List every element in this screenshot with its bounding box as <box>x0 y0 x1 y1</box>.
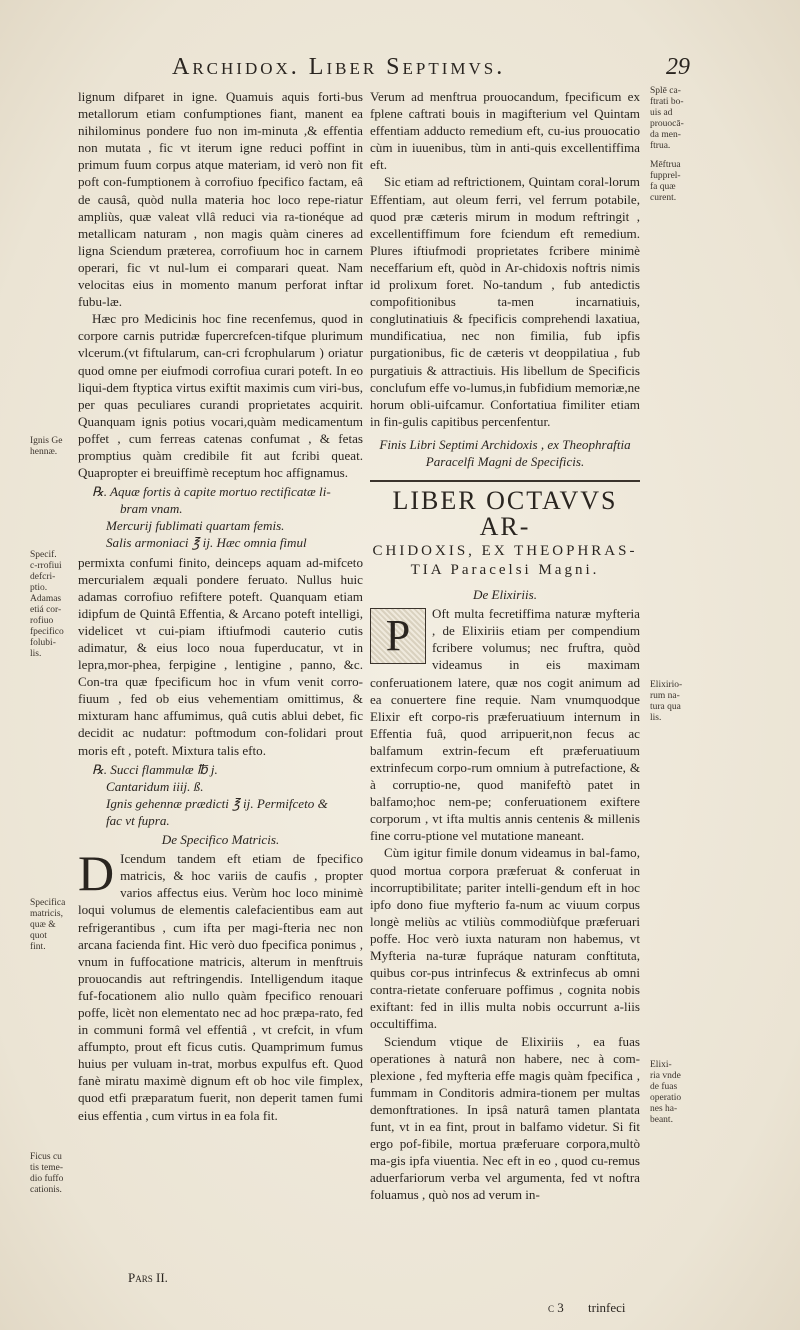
margin-note-elixir-origin <box>650 1060 710 1126</box>
note-line: fupprel- <box>650 171 681 181</box>
paragraph-text: Icendum tandem eft etiam de fpecifico matricis, & hoc variis de caufis , propter varios affectus eius. Verùm hoc loco minimè loqui volumus de elementis calefacientibus eam aut refrigerantibus , cum ifta per magi-fteria nec non arcana facienda fint. Hic verò duo fpecifica ponimus , vnum in fuffocatione matricis, alterum in menftruis prouocandis aut reftringendis. Intelligendum itaque fuf-focationem alio nullo quàm fpecifico renouari poffe, licèt non elementato nec ad hoc præpa-rato, fed in communi formâ vel effentiâ , vt crefcit, in vfum affumpto, prout eft ficus cutis. Quamprimum fumus huius per vuluam in-trat, morbus expulfus eft. Quod fanè miratu maximè dignum eft ob hoc vile fimplex, quod etfi præparatum fuerit, non deperit tamen fumi eius effentia , cum virtus in ea fola fit. <box>78 851 363 1123</box>
note-line: c-rrofiui <box>30 561 62 571</box>
paragraph: Hæc pro Medicinis hoc fine recenfemus, quod in corpore carnis putridæ fupercrefcen-tifque plurimum vlcerum.(vt fiftularum, can-cri fcrophularum ) oriatur quod omne per eiufmodi corrofiua curari poteft. In eo liqui-dem ftyptica virtus exiftit maximis cum viri-bus, per quas peculiares curandi proprietates acquirit. Quanquam ignis potius vocari,quàm medicamentum poffet , cum ferreas catenas confumat , & fetas promptius quàm credibile fit aut fcribi queat. Quapropter ei breuiffimè receptum hoc affignamus. <box>78 311 363 481</box>
recipe-line: Salis armoniaci ℥ ij. Hæc omnia fimul <box>106 535 307 551</box>
margin-note-specifica <box>30 898 72 953</box>
drop-cap: D <box>78 845 115 902</box>
section-title: De Specifico Matricis. <box>161 832 280 848</box>
signature-mark: c 3 <box>548 1300 564 1315</box>
note-line: lis. <box>650 713 662 723</box>
right-column <box>370 88 640 1203</box>
running-title: Archidox. Liber Septimvs. <box>172 54 506 80</box>
note-line: hennæ. <box>30 447 58 457</box>
note-line: ptio. <box>30 583 48 593</box>
note-line: rum na- <box>650 691 680 701</box>
signature-mark: Pars II. <box>128 1270 168 1285</box>
note-line: Elixirio- <box>650 680 683 690</box>
subtitle-line: TIA Paracelsi Magni. <box>410 562 600 579</box>
note-line: uis ad <box>650 108 673 118</box>
note-line: ria vnde <box>650 1071 681 1081</box>
note-line: matricis, <box>30 909 63 919</box>
margin-note-specific <box>30 550 72 660</box>
note-line: Specifica <box>30 898 66 908</box>
recipe-line: fac vt fupra. <box>106 812 170 828</box>
explicit <box>370 436 640 470</box>
recipe-line: bram vnam. <box>120 501 183 517</box>
recipe-line: Mercurij fublimati quartam femis. <box>106 518 285 534</box>
note-line: beant. <box>650 1115 673 1125</box>
note-line: Elixi- <box>650 1060 672 1070</box>
note-line: lis. <box>30 649 42 659</box>
margin-note-splen <box>650 86 710 152</box>
note-line: de fuas <box>650 1082 678 1092</box>
note-line: Adamas <box>30 594 62 604</box>
margin-note-menstrua <box>650 160 710 204</box>
note-line: cationis. <box>30 1185 62 1195</box>
paragraph: Verum ad menftrua prouocandum, fpecificum ex fplene caftrati bouis in magifterium vel Quintam effentiam adducto remedium eft, cu-ius prouocatio cùm in iuuenibus, tùm in anti-quis excellentiffima eft. <box>370 89 640 173</box>
recipe-line: ℞. Aquæ fortis à capite mortuo rectificatæ li- <box>92 484 331 500</box>
paragraph <box>370 605 640 844</box>
paragraph <box>78 845 363 1124</box>
recipe-line: Ignis gehennæ prædicti ℥ ij. Permifceto & <box>106 795 328 811</box>
note-line: Ignis Ge <box>30 436 63 446</box>
note-line: fint. <box>30 942 46 952</box>
note-line: dio fuffo <box>30 1174 64 1184</box>
note-line: fpecifico <box>30 627 64 637</box>
note-line: Mēftrua <box>650 160 681 170</box>
recipe <box>92 761 363 829</box>
recipe-line: Cantaridum iiij. ß. <box>106 778 204 794</box>
note-line: tura qua <box>650 702 681 712</box>
subtitle-line: CHIDOXIS, EX THEOPHRAS- <box>372 543 638 560</box>
explicit-line: Paracelfi Magni de Specificis. <box>425 453 585 469</box>
section-title: De Elixiriis. <box>472 587 537 603</box>
note-line: defcri- <box>30 572 56 582</box>
page-number: 29 <box>666 54 690 80</box>
recipe-line: ℞. Succi flammulæ ℔ j. <box>92 761 218 777</box>
note-line: tis teme- <box>30 1163 63 1173</box>
note-line: fa quæ <box>650 182 676 192</box>
note-line: Ficus cu <box>30 1152 62 1162</box>
book-subtitle <box>370 542 640 580</box>
paragraph: Sciendum vtique de Elixiriis , ea fuas operationes à naturâ non habere, nec à com-plexione , fed myfteria effe magis quàm fpecifica , fummam in Conditoris admira-tionem per multas demonftrationes. In ipsâ naturâ tamen plantata funt, vt in ea fint, prout in balfamo videtur. Si fit ergo pof-fibile, mortua præferuare corpora,multò ma-gis ipfa viuentia. Nec eft in eo , quod cu-remus aduerfariorum verba vel argumenta, fed vt noftra foluamus , quò nos ad verum in- <box>370 1033 640 1203</box>
explicit-line: Finis Libri Septimi Archidoxis , ex Theophraftia <box>379 436 631 452</box>
paragraph: Cùm igitur fimile donum videamus in bal-famo, quod mortua corpora præferuat & conferuat in incorruptibilitate; pariter intelli-gendum eft in hoc ipfo dono fiue myfterio fa-num ac viuum corpus longè meliùs ac vtiliùs commodiùfque præferuari poffe. Hoc verò iuxta naturam non habemus, vt Myfteria na-turæ fupráque naturam conftituta, quibus cor-pus intrinfecus & extrinfecus ab omni contra-rietate conferuare poffimus , cognita nobis exiftant: fed in illis multa nobis occurrunt a-liis occultiffima. <box>370 845 640 1032</box>
note-line: etiá cor- <box>30 605 62 615</box>
note-line: ftrati bo- <box>650 97 684 107</box>
paragraph: permixta confumi finito, deinceps aquam ad-mifceto mercurialem æquali pondere feruato. Nullus huic adamas corrofiuo refiftere poteft. Quanquam etiam idipfum de Quintâ Effentia, & Arcano poteft intelligi, videlicet vt cui-piam iftiufmodi cauterio cutis adimatur, & eius loco noua fuperducatur, vt in lepra,mor-phea, ferpigine , lentigine , panno, &c. Con-tra quæ fpecificum hoc in vfum venit corro-fiuum , fed ob eius vehementiam omittimus, & mixturam hanc affumimus, quâ cutis ablui debet, fic decidit ac nudatur: poftmodum con-folidari prout moris eft , poteft. Mixtura talis efto. <box>78 554 363 758</box>
margin-note-elixir-nature <box>650 680 710 724</box>
note-line: quæ & <box>30 920 56 930</box>
note-line: prouocā- <box>650 119 684 129</box>
note-line: folubi- <box>30 638 56 648</box>
note-line: da men- <box>650 130 681 140</box>
note-line: operatio <box>650 1093 682 1103</box>
divider <box>370 480 640 482</box>
page-header <box>160 54 690 84</box>
recipe <box>92 483 363 551</box>
note-line: rofiuo <box>30 616 54 626</box>
margin-note-ficus <box>30 1152 72 1196</box>
note-line: Specif. <box>30 550 57 560</box>
paragraph-text: Oft multa fecretiffima naturæ myfteria , de Elixiriis etiam per compendium fcribere volumus; nec fruftra, quòd videamus in eis maximam conferuationem latere, quæ nos cogit animum ad ea conuertere fine requie. Nam vnumquodque Elixir eft corpo-ris præferuatiuum internum in Effentia fuâ, quod arripuerit,non fecus ac balfamum extrin-fecum eft præferuatiuum extrinfecum corpo-rum omnium à putrefactione, & à corruptio-ne, quod manifeftò patet in balfamo;hoc nem-pe; conferuationem exiftere corporum , vt ifta multis annis centenis & millenis fine corru-ptione vel mutatione maneant. <box>370 606 640 844</box>
left-column <box>78 88 363 1124</box>
book-title: LIBER OCTAVVS AR- <box>392 486 618 542</box>
ornamental-drop-cap: P <box>370 608 426 664</box>
paragraph: lignum difparet in igne. Quamuis aquis forti-bus metallorum etiam confumptiones fiant, manent ea nihilominus pondere fuo non im-minuta ,& effentia non mutata , fic vt iterum igne reduci poffint in primum fuum corpus atque materiam, id verò non fit poft con-fumptionem à corrofiuo fpecifico factam, eâ de causâ, quòd nulla materia hoc loco repe-riatur ampliùs, quæ valeat vllâ reduci via ra-tionéque ad metallicam naturam , non magis quàm cineres ad ligna Sciendum præterea, corrofiuum hoc in carnem operari, fic vt nul-lum ei comparari queat. Nam velocitas eius in momento manum perforat inftar fubu-læ. <box>78 89 363 310</box>
note-line: Splē ca- <box>650 86 681 96</box>
note-line: ftrua. <box>650 141 671 151</box>
note-line: nes ha- <box>650 1104 678 1114</box>
note-line: curent. <box>650 193 677 203</box>
catchword: trinfeci <box>588 1300 626 1315</box>
margin-note-ignis <box>30 436 72 458</box>
paragraph: Sic etiam ad reftrictionem, Quintam coral-lorum Effentiam, aut oleum ferri, vel ferrum potabile, quod præ cæteris mirum in modum reftringit , excellentiffimum fore fciendum eft remedium. Plures iftiufmodi proprietates fcribere minimè neceffarium eft, quòd in Ar-chidoxis noftris nimis id prolixum foret. No-tandum , fub antedictis compofitionibus ta-men incarnatiuis, conglutinatiuis & fpecificis comprehendi laxatiua, mundificatiua, nec non fimilia, fub ipfis purgationibus, fic de cæteris vt deoppilatiua , fub purgatiuis & attractiuis. His libellum de Specificis conclufum effe vo-lumus,in fubfidium memoriæ,ne horum obli-uifcamur. Confortatiua fimiliter etiam in fin-gulis capitibus percenfentur. <box>370 174 640 429</box>
note-line: quot <box>30 931 47 941</box>
